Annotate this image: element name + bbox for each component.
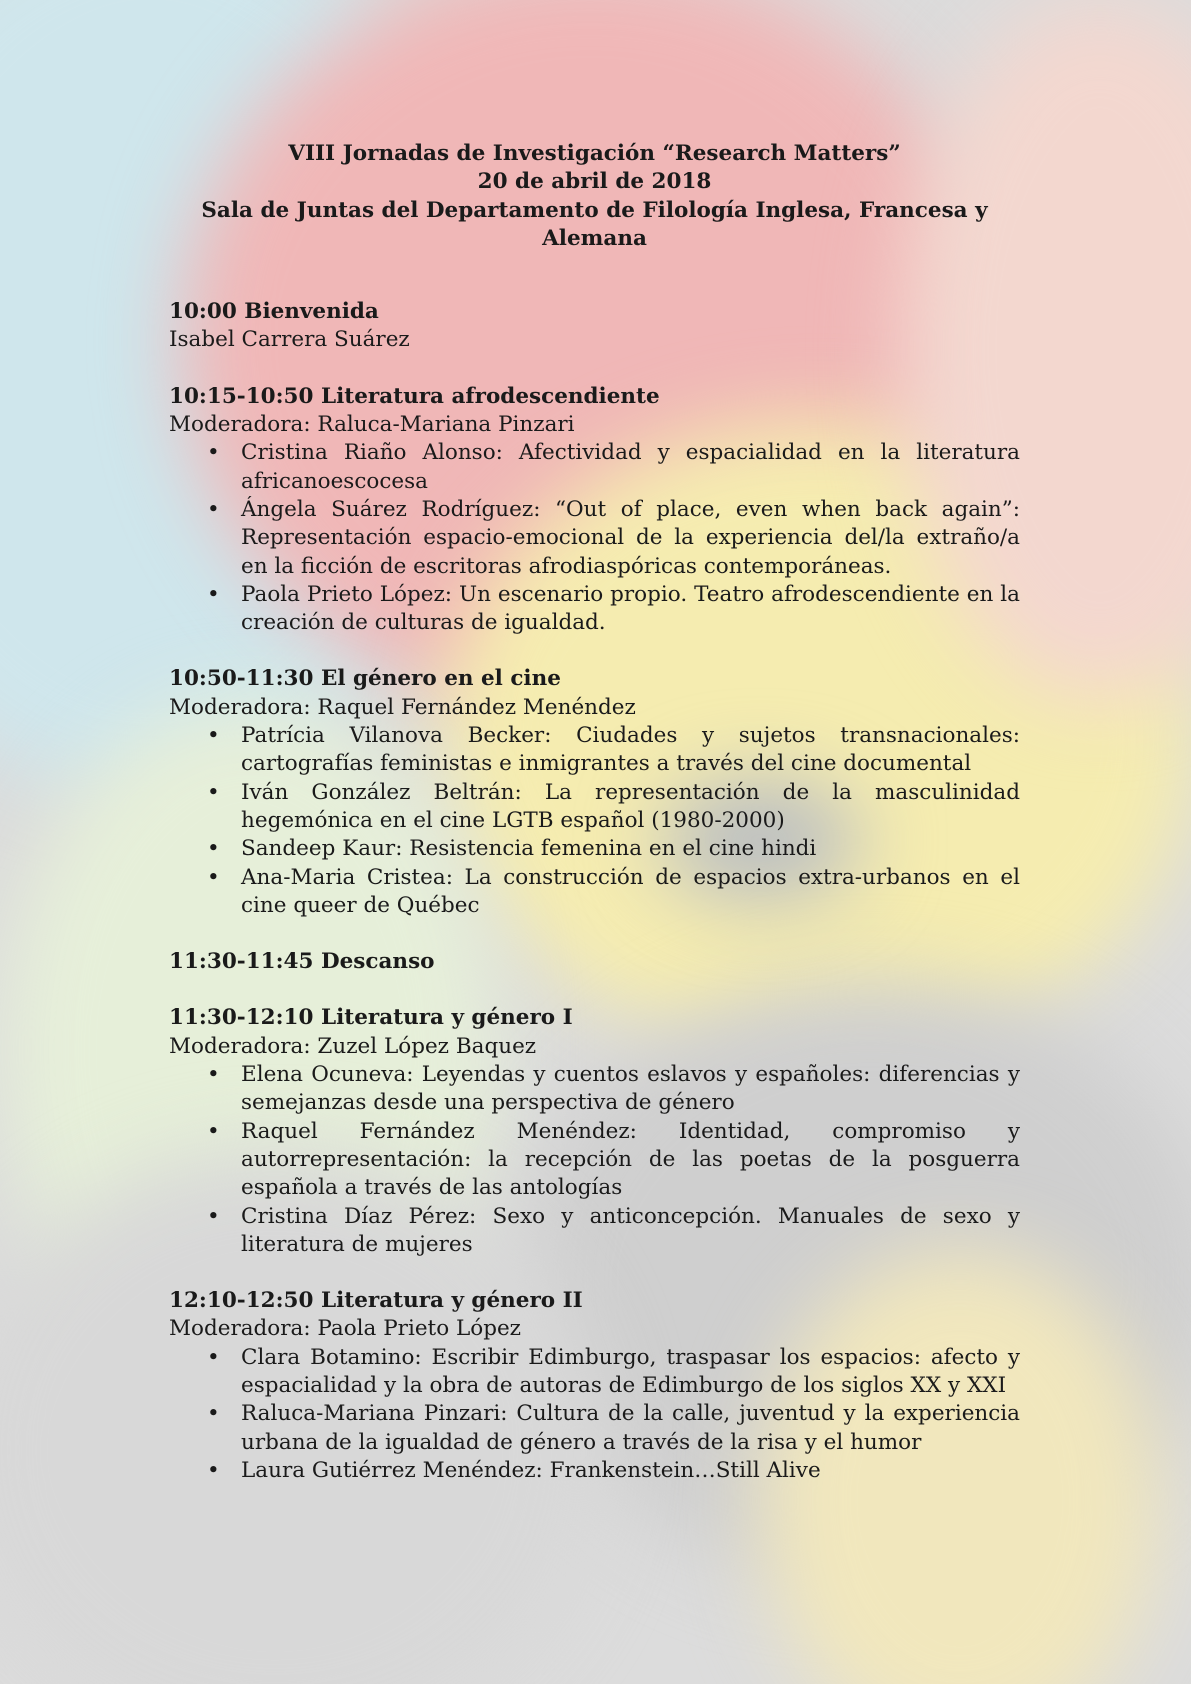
program-section [169, 948, 1020, 976]
event-title: VIII Jornadas de Investigación “Research Matters” [288, 141, 901, 166]
talk-item: • Elena Ocuneva: Leyendas y cuentos eslavos y españoles: diferencias y semejanzas desde una perspectiva de género [169, 1061, 1020, 1118]
talk-list [169, 439, 1020, 637]
program-section [169, 665, 1020, 920]
event-date: 20 de abril de 2018 [477, 169, 712, 195]
talk-item: • Sandeep Kaur: Resistencia femenina en el cine hindi [169, 835, 1020, 863]
talk-item: • Iván González Beltrán: La representación de la masculinidad hegemónica en el cine LGTB español (1980-2000) [169, 779, 1020, 836]
section-time: 10:50-11:30 [169, 666, 314, 692]
talk-item: • Patrícia Vilanova Becker: Ciudades y sujetos transnacionales: cartografías feministas e inmigrantes a través del cine documental [169, 722, 1020, 779]
section-time: 10:00 [169, 299, 237, 325]
talk-item: • Raquel Fernández Menéndez: Identidad, compromiso y autorrepresentación: la recepción de las poetas de la posguerra española a través de las antologías [169, 1118, 1020, 1203]
document-header [169, 140, 1020, 253]
talk-item: • Laura Gutiérrez Menéndez: Frankenstein…Still Alive [169, 1457, 1020, 1485]
talk-item: • Clara Botamino: Escribir Edimburgo, traspasar los espacios: afecto y espacialidad y la obra de autoras de Edimburgo de los siglos XX y XXI [169, 1344, 1020, 1401]
section-heading [169, 1287, 1020, 1315]
program-sections [169, 298, 1020, 1485]
section-title: El género en el cine [320, 666, 561, 692]
talk-item: • Ángela Suárez Rodríguez: “Out of place, even when back again”: Representación espacio-emocional de la experiencia del/la extraño/a en la ficción de escritoras afrodiaspóricas contemporáneas. [169, 496, 1020, 581]
section-moderator: Moderadora: Zuzel López Baquez [169, 1033, 537, 1059]
talk-item: • Cristina Riaño Alonso: Afectividad y espacialidad en la literatura africanoescocesa [169, 439, 1020, 496]
talk-item: • Raluca-Mariana Pinzari: Cultura de la calle, juventud y la experiencia urbana de la igualdad de género a través de la risa y el humor [169, 1400, 1020, 1457]
talk-item: • Paola Prieto López: Un escenario propio. Teatro afrodescendiente en la creación de culturas de igualdad. [169, 581, 1020, 638]
section-title: Descanso [320, 949, 435, 975]
program-section [169, 1004, 1020, 1259]
section-heading [169, 948, 1020, 976]
section-moderator: Isabel Carrera Suárez [169, 327, 410, 353]
section-moderator: Moderadora: Raquel Fernández Menéndez [169, 694, 636, 720]
talk-list [169, 1344, 1020, 1485]
program-section [169, 1287, 1020, 1485]
event-venue-cont: Alemana [542, 225, 647, 251]
program-section [169, 298, 1020, 355]
section-moderator: Moderadora: Paola Prieto López [169, 1316, 522, 1342]
section-time: 11:30-12:10 [169, 1005, 314, 1031]
section-title: Literatura afrodescendiente [320, 383, 660, 409]
section-time: 12:10-12:50 [169, 1288, 314, 1314]
talk-list [169, 722, 1020, 920]
talk-list [169, 1061, 1020, 1259]
talk-item: • Cristina Díaz Pérez: Sexo y anticoncepción. Manuales de sexo y literatura de mujeres [169, 1203, 1020, 1260]
section-time: 11:30-11:45 [169, 949, 314, 975]
section-heading [169, 665, 1020, 693]
section-moderator: Moderadora: Raluca-Mariana Pinzari [169, 412, 575, 438]
section-heading [169, 1004, 1020, 1032]
section-title: Literatura y género I [320, 1005, 573, 1031]
program-section [169, 383, 1020, 638]
event-venue: Sala de Juntas del Departamento de Filología Inglesa, Francesa y [201, 197, 988, 223]
section-title: Literatura y género II [320, 1288, 583, 1314]
section-heading [169, 383, 1020, 411]
section-title: Bienvenida [244, 299, 379, 325]
program-page [169, 140, 1020, 1485]
section-heading [169, 298, 1020, 326]
talk-item: • Ana-Maria Cristea: La construcción de espacios extra-urbanos en el cine queer de Québec [169, 864, 1020, 921]
section-time: 10:15-10:50 [169, 383, 314, 409]
